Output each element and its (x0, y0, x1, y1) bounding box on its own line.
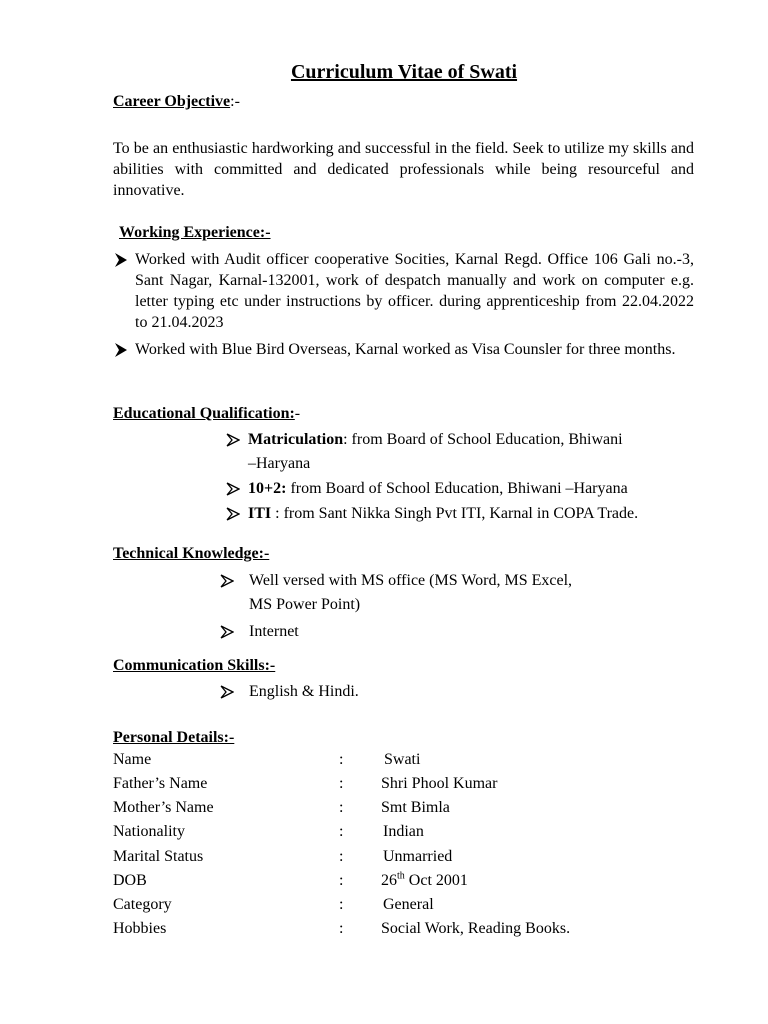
personal-row-nationality (113, 821, 713, 845)
education-item-label: ITI (248, 505, 272, 522)
career-objective-heading (113, 91, 240, 112)
education-item-label: Matriculation (248, 431, 344, 448)
career-objective-heading-text: Career Objective (113, 93, 231, 110)
personal-separator: : (339, 775, 344, 792)
personal-value: Smt Bimla (381, 799, 450, 816)
education-heading-suffix: - (294, 405, 301, 422)
communication-item-text: English & Hindi. (249, 683, 359, 700)
personal-separator: : (339, 896, 344, 913)
education-heading (113, 403, 300, 424)
technical-item-text: Internet (249, 623, 299, 640)
personal-label: Hobbies (113, 920, 167, 937)
arrowhead-bullet-icon (226, 507, 240, 521)
technical-heading-text: Technical Knowledge:- (113, 545, 270, 562)
personal-value (381, 870, 468, 891)
personal-label: Nationality (113, 823, 185, 840)
communication-heading (113, 655, 275, 676)
personal-label: DOB (113, 872, 147, 889)
personal-row-hobbies (113, 918, 713, 942)
dob-rest: Oct 2001 (404, 872, 468, 889)
dob-day-suffix: th (397, 870, 405, 882)
career-objective-text: To be an enthusiastic hardworking and successful in the field. Seek to utilize my skills and abilities with committed and dedicated professionals while being resourceful and innovative. (113, 140, 694, 199)
personal-row-category (113, 894, 713, 918)
experience-item-text: Worked with Audit officer cooperative Socities, Karnal Regd. Office 106 Gali no.-3, Sant Nagar, Karnal-132001, work of despatch manually and work on computer e.g. letter typing etc under instructions by officer. during apprenticeship from 22.04.2022 to 21.04.2023 (135, 251, 694, 331)
technical-item-text-continued: MS Power Point) (249, 596, 361, 613)
education-item-text: : from Sant Nikka Singh Pvt ITI, Karnal in COPA Trade. (271, 505, 639, 522)
dob-day: 26 (381, 872, 397, 889)
working-experience-heading (119, 222, 271, 243)
education-heading-text: Educational Qualification: (113, 405, 295, 422)
personal-value: Indian (383, 823, 424, 840)
arrow-bullet-icon (113, 252, 129, 268)
education-item-text: : from Board of School Education, Bhiwani (343, 431, 623, 448)
personal-label: Father’s Name (113, 775, 208, 792)
arrowhead-bullet-icon (220, 625, 234, 639)
education-item-text-continued: –Haryana (248, 455, 311, 472)
education-item-text: from Board of School Education, Bhiwani –Haryana (286, 480, 628, 497)
communication-heading-text: Communication Skills:- (113, 657, 276, 674)
personal-separator: : (339, 823, 344, 840)
personal-value: Unmarried (383, 848, 453, 865)
arrow-bullet-icon (113, 342, 129, 358)
personal-value: General (383, 896, 434, 913)
personal-heading (113, 727, 234, 748)
personal-row-marital-status (113, 846, 713, 870)
personal-row-mother (113, 797, 713, 821)
personal-label: Category (113, 896, 172, 913)
personal-value: Social Work, Reading Books. (381, 920, 571, 937)
personal-separator: : (339, 848, 344, 865)
career-objective-heading-suffix: :- (230, 93, 240, 110)
experience-item (113, 249, 694, 333)
cv-title: Curriculum Vitae of Swati (290, 61, 518, 83)
working-experience-heading-text: Working Experience:- (119, 224, 271, 241)
experience-item (113, 339, 694, 360)
education-item-label: 10+2: (248, 480, 287, 497)
personal-separator: : (339, 751, 344, 768)
personal-separator: : (339, 799, 344, 816)
personal-label: Marital Status (113, 848, 204, 865)
personal-label: Mother’s Name (113, 799, 214, 816)
arrowhead-bullet-icon (226, 433, 240, 447)
personal-value: Shri Phool Kumar (381, 775, 498, 792)
personal-heading-text: Personal Details:- (113, 729, 235, 746)
personal-label: Name (113, 751, 152, 768)
personal-separator: : (339, 920, 344, 937)
arrowhead-bullet-icon (220, 574, 234, 588)
technical-item-text: Well versed with MS office (MS Word, MS Excel, (249, 572, 573, 589)
arrowhead-bullet-icon (220, 685, 234, 699)
personal-value: Swati (384, 751, 421, 768)
arrowhead-bullet-icon (226, 482, 240, 496)
personal-row-dob (113, 870, 713, 894)
personal-row-father (113, 773, 713, 797)
technical-heading (113, 543, 269, 564)
personal-separator: : (339, 872, 344, 889)
personal-row-name (113, 749, 713, 773)
experience-item-text: Worked with Blue Bird Overseas, Karnal worked as Visa Counsler for three months. (135, 341, 676, 358)
